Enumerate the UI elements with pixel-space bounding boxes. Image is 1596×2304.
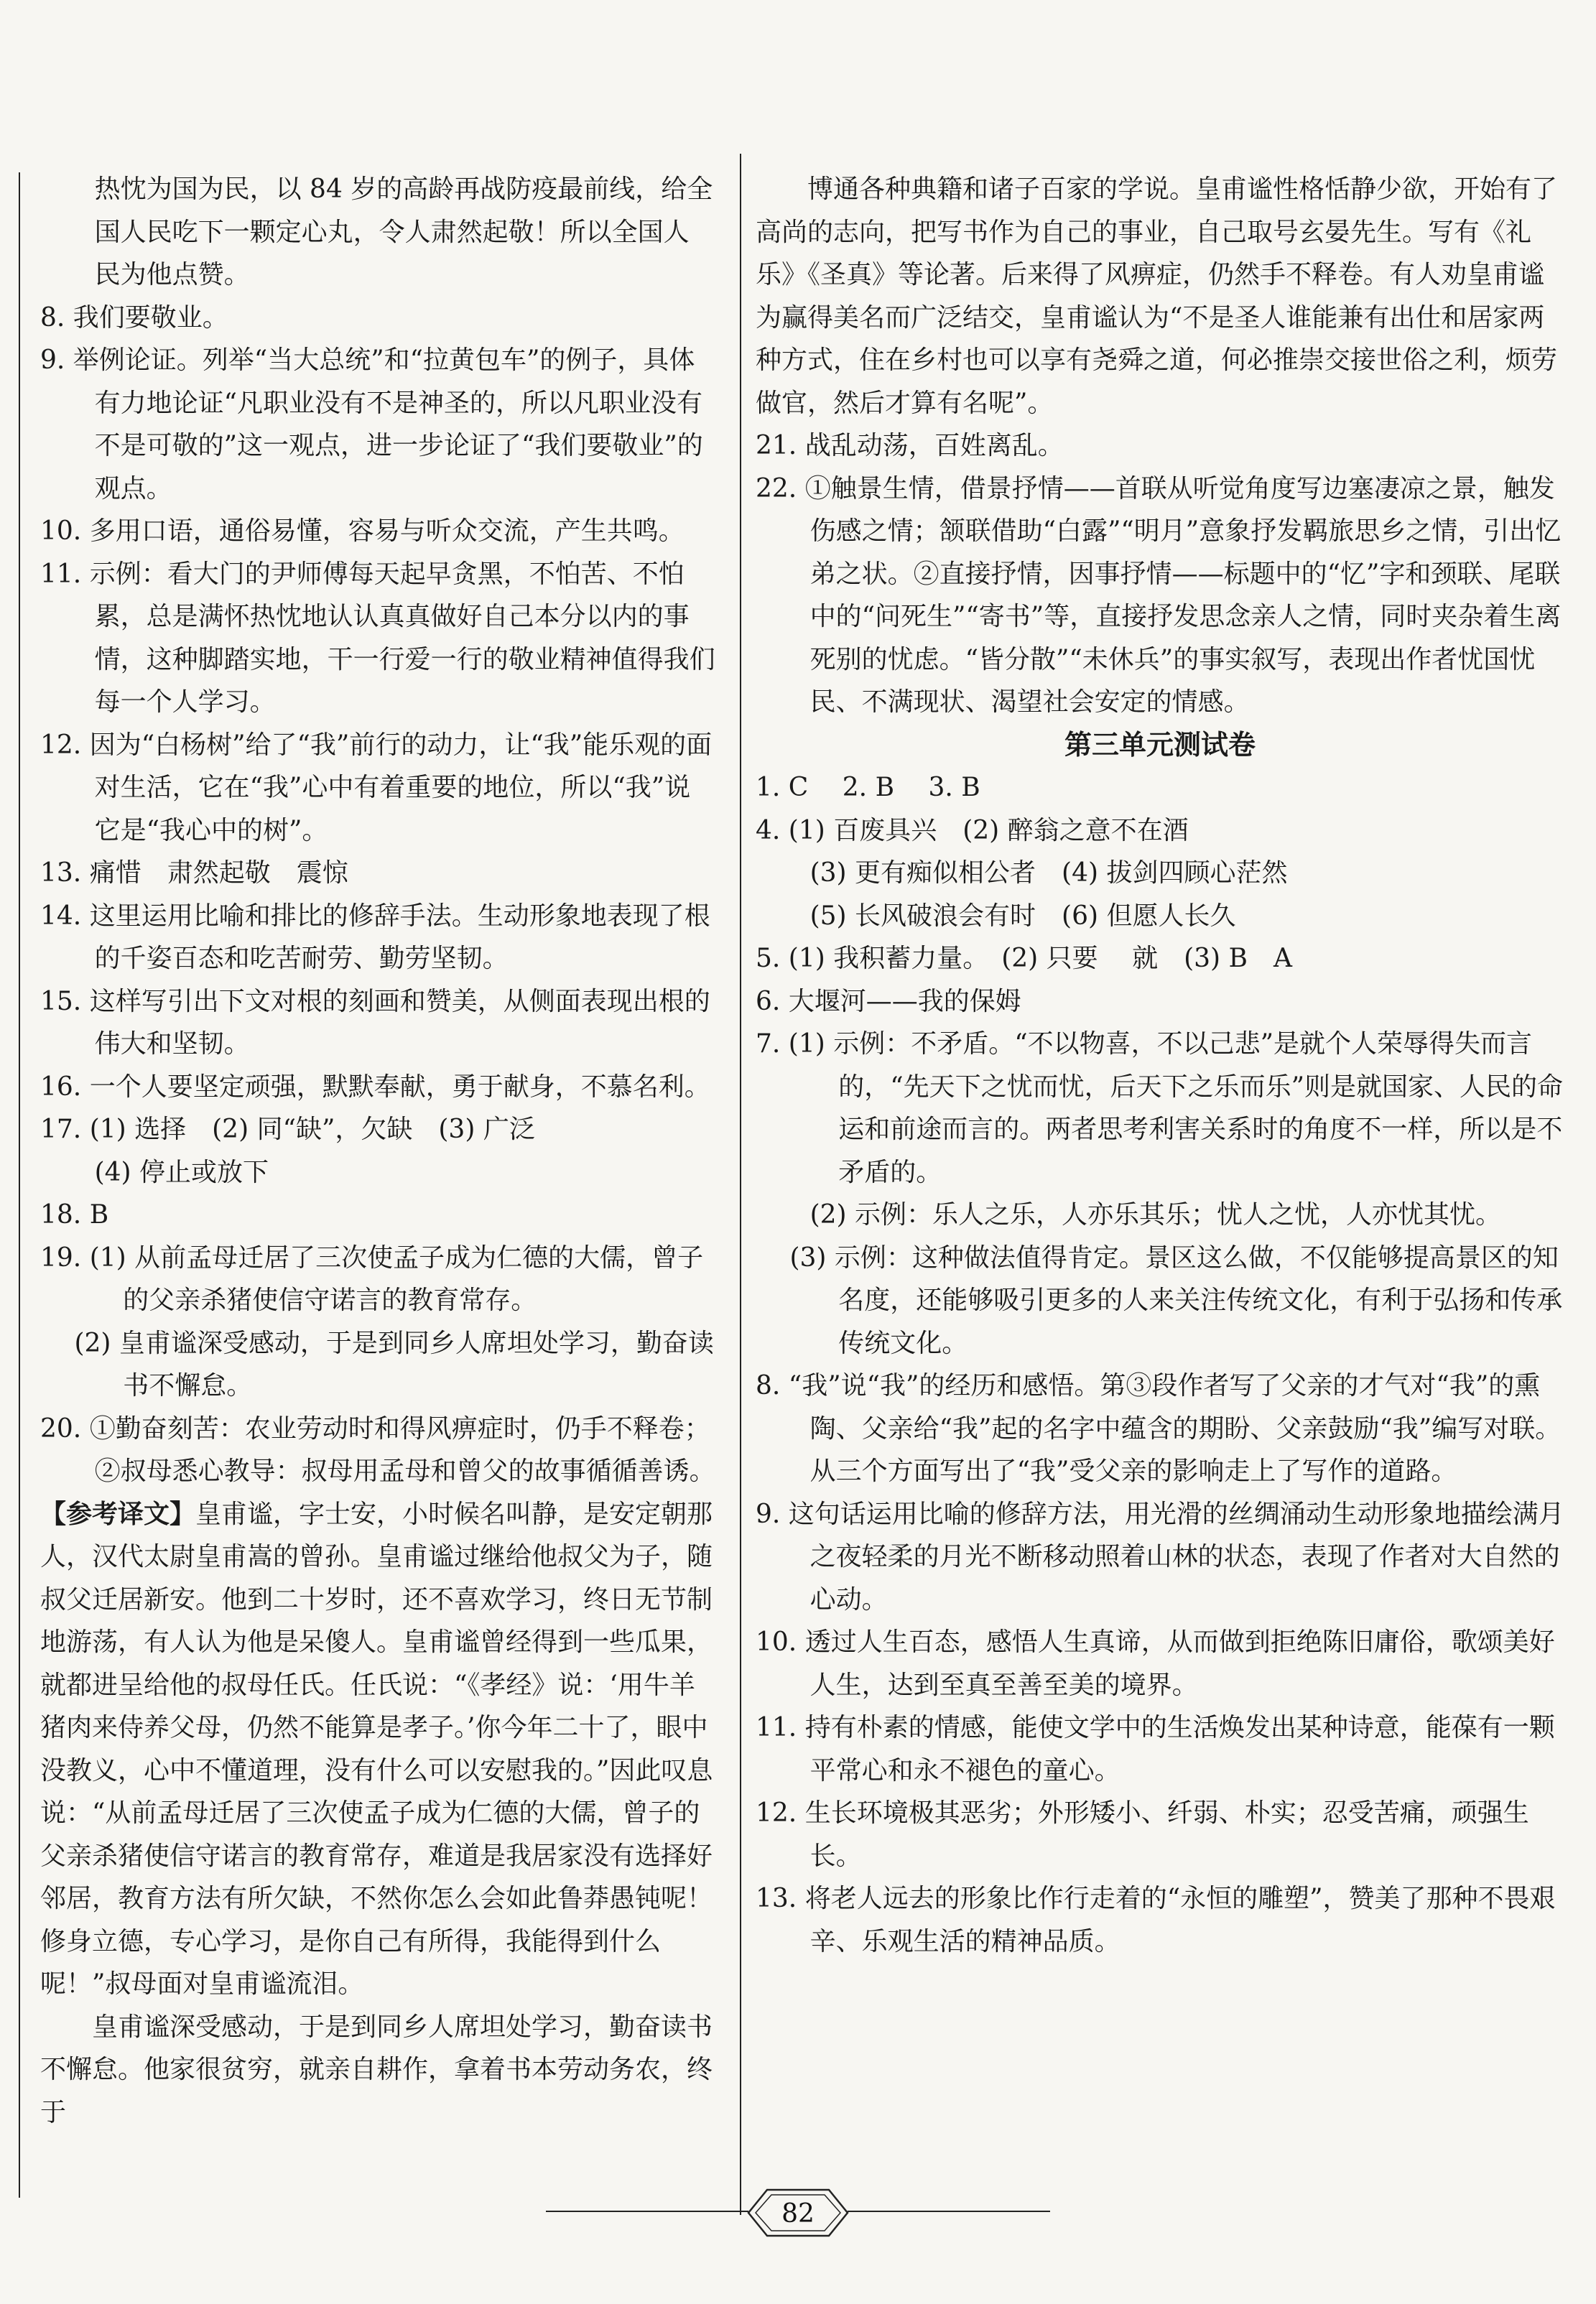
right-column bbox=[756, 168, 1564, 1963]
left-paragraph: 20. ①勤奋刻苦：农业劳动时和得风痹症时，仍手不释卷； bbox=[40, 1413, 710, 1444]
right-paragraph: (2) 示例：乐人之乐，人亦乐其乐；忧人之忧，人亦忧其忧。 bbox=[809, 1200, 1502, 1230]
right-paragraph: (5) 长风破浪会有时 (6) 但愿人长久 bbox=[809, 901, 1236, 931]
right-paragraph: 9. 这句话运用比喻的修辞方法，用光滑的丝绸涌动生动形象地描绘满月之夜轻柔的月光不断移动照着山林的状态，表现了作者对大自然的心动。 bbox=[756, 1499, 1564, 1615]
left-paragraph: 15. 这样写引出下文对根的刻画和赞美，从侧面表现出根的伟大和坚韧。 bbox=[40, 986, 710, 1059]
footer-rule-right bbox=[848, 2211, 1050, 2212]
reference-translation-label: 【参考译文】 bbox=[40, 1498, 196, 1529]
page-number-frame bbox=[747, 2188, 849, 2237]
right-paragraph: 8. “我”说“我”的经历和感悟。第③段作者写了父亲的才气对“我”的熏陶、父亲给“我”起的名字中蕴含的期盼、父亲鼓励“我”编写对联。从三个方面写出了“我”受父亲的影响走上了写作的道路。 bbox=[756, 1371, 1562, 1486]
right-paragraph: (3) 示例：这种做法值得肯定。景区这么做，不仅能够提高景区的知名度，还能够吸引更多的人来关注传统文化，有利于弘扬和传承传统文化。 bbox=[756, 1242, 1563, 1358]
left-paragraph: (2) 皇甫谧深受感动，于是到同乡人席坦处学习，勤奋读书不懈怠。 bbox=[40, 1328, 714, 1400]
right-paragraph: 22. ①触景生情，借景抒情——首联从听觉角度写边塞凄凉之景，触发伤感之情；颔联借助“白露”“明月”意象抒发羁旅思乡之情，引出忆弟之状。②直接抒情，因事抒情——标题中的“忆”字和颈联、尾联中的“问死生”“寄书”等，直接抒发思念亲人之情，同时夹杂着生离死别的忧虑。“皆分散”“未休兵”的事实叙写，表现出作者忧国忧民、不满现状、渴望社会安定的情感。 bbox=[756, 473, 1562, 717]
right-paragraph: 21. 战乱动荡，百姓离乱。 bbox=[756, 431, 1064, 460]
left-paragraph: 17. (1) 选择 (2) 同“缺”，欠缺 (3) 广泛 bbox=[40, 1115, 535, 1144]
left-paragraph: 13. 痛惜 肃然起敬 震惊 bbox=[40, 858, 348, 888]
left-paragraph: ②叔母悉心教导：叔母用孟母和曾父的故事循循善诱。 bbox=[94, 1457, 715, 1486]
right-paragraph: 博通各种典籍和诸子百家的学说。皇甫谧性格恬静少欲，开始有了高尚的志向，把写书作为自己的事业，自己取号玄晏先生。写有《礼乐》《圣真》等论著。后来得了风痹症，仍然手不释卷。有人劝皇甫谧为赢得美名而广泛结交，皇甫谧认为“不是圣人谁能兼有出仕和居家两种方式，住在乡村也可以享有尧舜之道，何必推崇交接世俗之利，烦劳做官，然后才算有名呢”。 bbox=[756, 175, 1558, 418]
page-number-badge bbox=[747, 2188, 849, 2237]
left-paragraph: 8. 我们要敬业。 bbox=[40, 302, 228, 333]
right-paragraph: 6. 大堰河——我的保姆 bbox=[756, 986, 1021, 1016]
left-paragraph: 9. 举例论证。列举“当大总统”和“拉黄包车”的例子，具体有力地论证“凡职业没有不是神圣的，所以凡职业没有不是可敬的”这一观点，进一步论证了“我们要敬业”的观点。 bbox=[40, 345, 703, 503]
column-divider bbox=[740, 154, 741, 2215]
left-column bbox=[40, 168, 715, 2134]
right-paragraph: 10. 透过人生百态，感悟人生真谛，从而做到拒绝陈旧庸俗，歌颂美好人生，达到至真至善至美的境界。 bbox=[756, 1627, 1555, 1700]
left-paragraph: (4) 停止或放下 bbox=[94, 1157, 269, 1187]
footer-rule-left bbox=[546, 2211, 748, 2212]
page-number: 82 bbox=[781, 2199, 815, 2229]
right-paragraph: 11. 持有朴素的情感，能使文学中的生活焕发出某种诗意，能葆有一颗平常心和永不褪色的童心。 bbox=[756, 1713, 1555, 1785]
left-margin-rule bbox=[19, 172, 20, 2198]
right-paragraph: 第三单元测试卷 bbox=[1064, 728, 1256, 761]
left-paragraph: 10. 多用口语，通俗易懂，容易与听众交流，产生共鸣。 bbox=[40, 516, 685, 546]
left-paragraph: 16. 一个人要坚定顽强，默默奉献，勇于献身，不慕名利。 bbox=[40, 1072, 710, 1102]
left-paragraph: 19. (1) 从前孟母迁居了三次使孟子成为仁德的大儒，曾子的父亲杀猪使信守诺言的教育常存。 bbox=[40, 1242, 704, 1315]
right-paragraph: 12. 生长环境极其恶劣；外形矮小、纤弱、朴实；忍受苦痛，顽强生长。 bbox=[756, 1798, 1529, 1871]
left-paragraph: 热忱为国为民，以 84 岁的高龄再战防疫最前线，给全 bbox=[94, 175, 713, 204]
left-paragraph: 14. 这里运用比喻和排比的修辞手法。生动形象地表现了根的千姿百态和吃苦耐劳、勤劳坚韧。 bbox=[40, 901, 710, 973]
right-paragraph: 4. (1) 百废具兴 (2) 醉翁之意不在酒 bbox=[756, 815, 1189, 845]
right-paragraph: 13. 将老人远去的形象比作行走着的“永恒的雕塑”，赞美了那种不畏艰辛、乐观生活的精神品质。 bbox=[756, 1884, 1556, 1956]
left-paragraph: 【参考译文】皇甫谧，字士安，小时候名叫静，是安定朝那人，汉代太尉皇甫嵩的曾孙。皇甫谧过继给他叔父为子，随叔父迁居新安。他到二十岁时，还不喜欢学习，终日无节制地游荡，有人认为他是呆傻人。皇甫谧曾经得到一些瓜果，就都进呈给他的叔母任氏。任氏说：“《孝经》说：‘用牛羊猪肉来侍养父母，仍然不能算是孝子。’你今年二十了，眼中没教义，心中不懂道理，没有什么可以安慰我的。”因此叹息说：“从前孟母迁居了三次使孟子成为仁德的大儒，曾子的父亲杀猪使信守诺言的教育常存，难道是我居家没有选择好邻居，教育方法有所欠缺，不然你怎么会如此鲁莽愚钝呢！修身立德，专心学习，是你自己有所得，我能得到什么呢！”叔母面对皇甫谧流泪。 bbox=[40, 1498, 713, 1999]
left-paragraph: 国人民吃下一颗定心丸，令人肃然起敬！所以全国人 bbox=[94, 217, 690, 247]
right-paragraph: 5. (1) 我积蓄力量。 (2) 只要 就 (3) B A bbox=[756, 944, 1293, 973]
right-paragraph: 1. C 2. B 3. B bbox=[756, 773, 980, 802]
left-paragraph: 12. 因为“白杨树”给了“我”前行的动力，让“我”能乐观的面对生活，它在“我”心中有着重要的地位，所以“我”说它是“我心中的树”。 bbox=[40, 730, 713, 845]
left-paragraph: 皇甫谧深受感动，于是到同乡人席坦处学习，勤奋读书不懈怠。他家很贫穷，就亲自耕作，拿着书本劳动务农，终于 bbox=[40, 2012, 713, 2127]
left-paragraph: 18. B bbox=[40, 1200, 109, 1230]
right-paragraph: (3) 更有痴似相公者 (4) 拔剑四顾心茫然 bbox=[809, 858, 1288, 888]
right-paragraph: 7. (1) 示例：不矛盾。“不以物喜，不以己悲”是就个人荣辱得失而言的，“先天下之忧而忧，后天下之乐而乐”则是就国家、人民的命运和前途而言的。两者思考利害关系时的角度不一样，所以是不矛盾的。 bbox=[756, 1029, 1563, 1187]
left-paragraph: 民为他点赞。 bbox=[94, 260, 250, 289]
left-paragraph: 11. 示例：看大门的尹师傅每天起早贪黑，不怕苦、不怕累，总是满怀热忱地认认真真做好自己本分以内的事情，这种脚踏实地，干一行爱一行的敬业精神值得我们每一个人学习。 bbox=[40, 559, 715, 717]
